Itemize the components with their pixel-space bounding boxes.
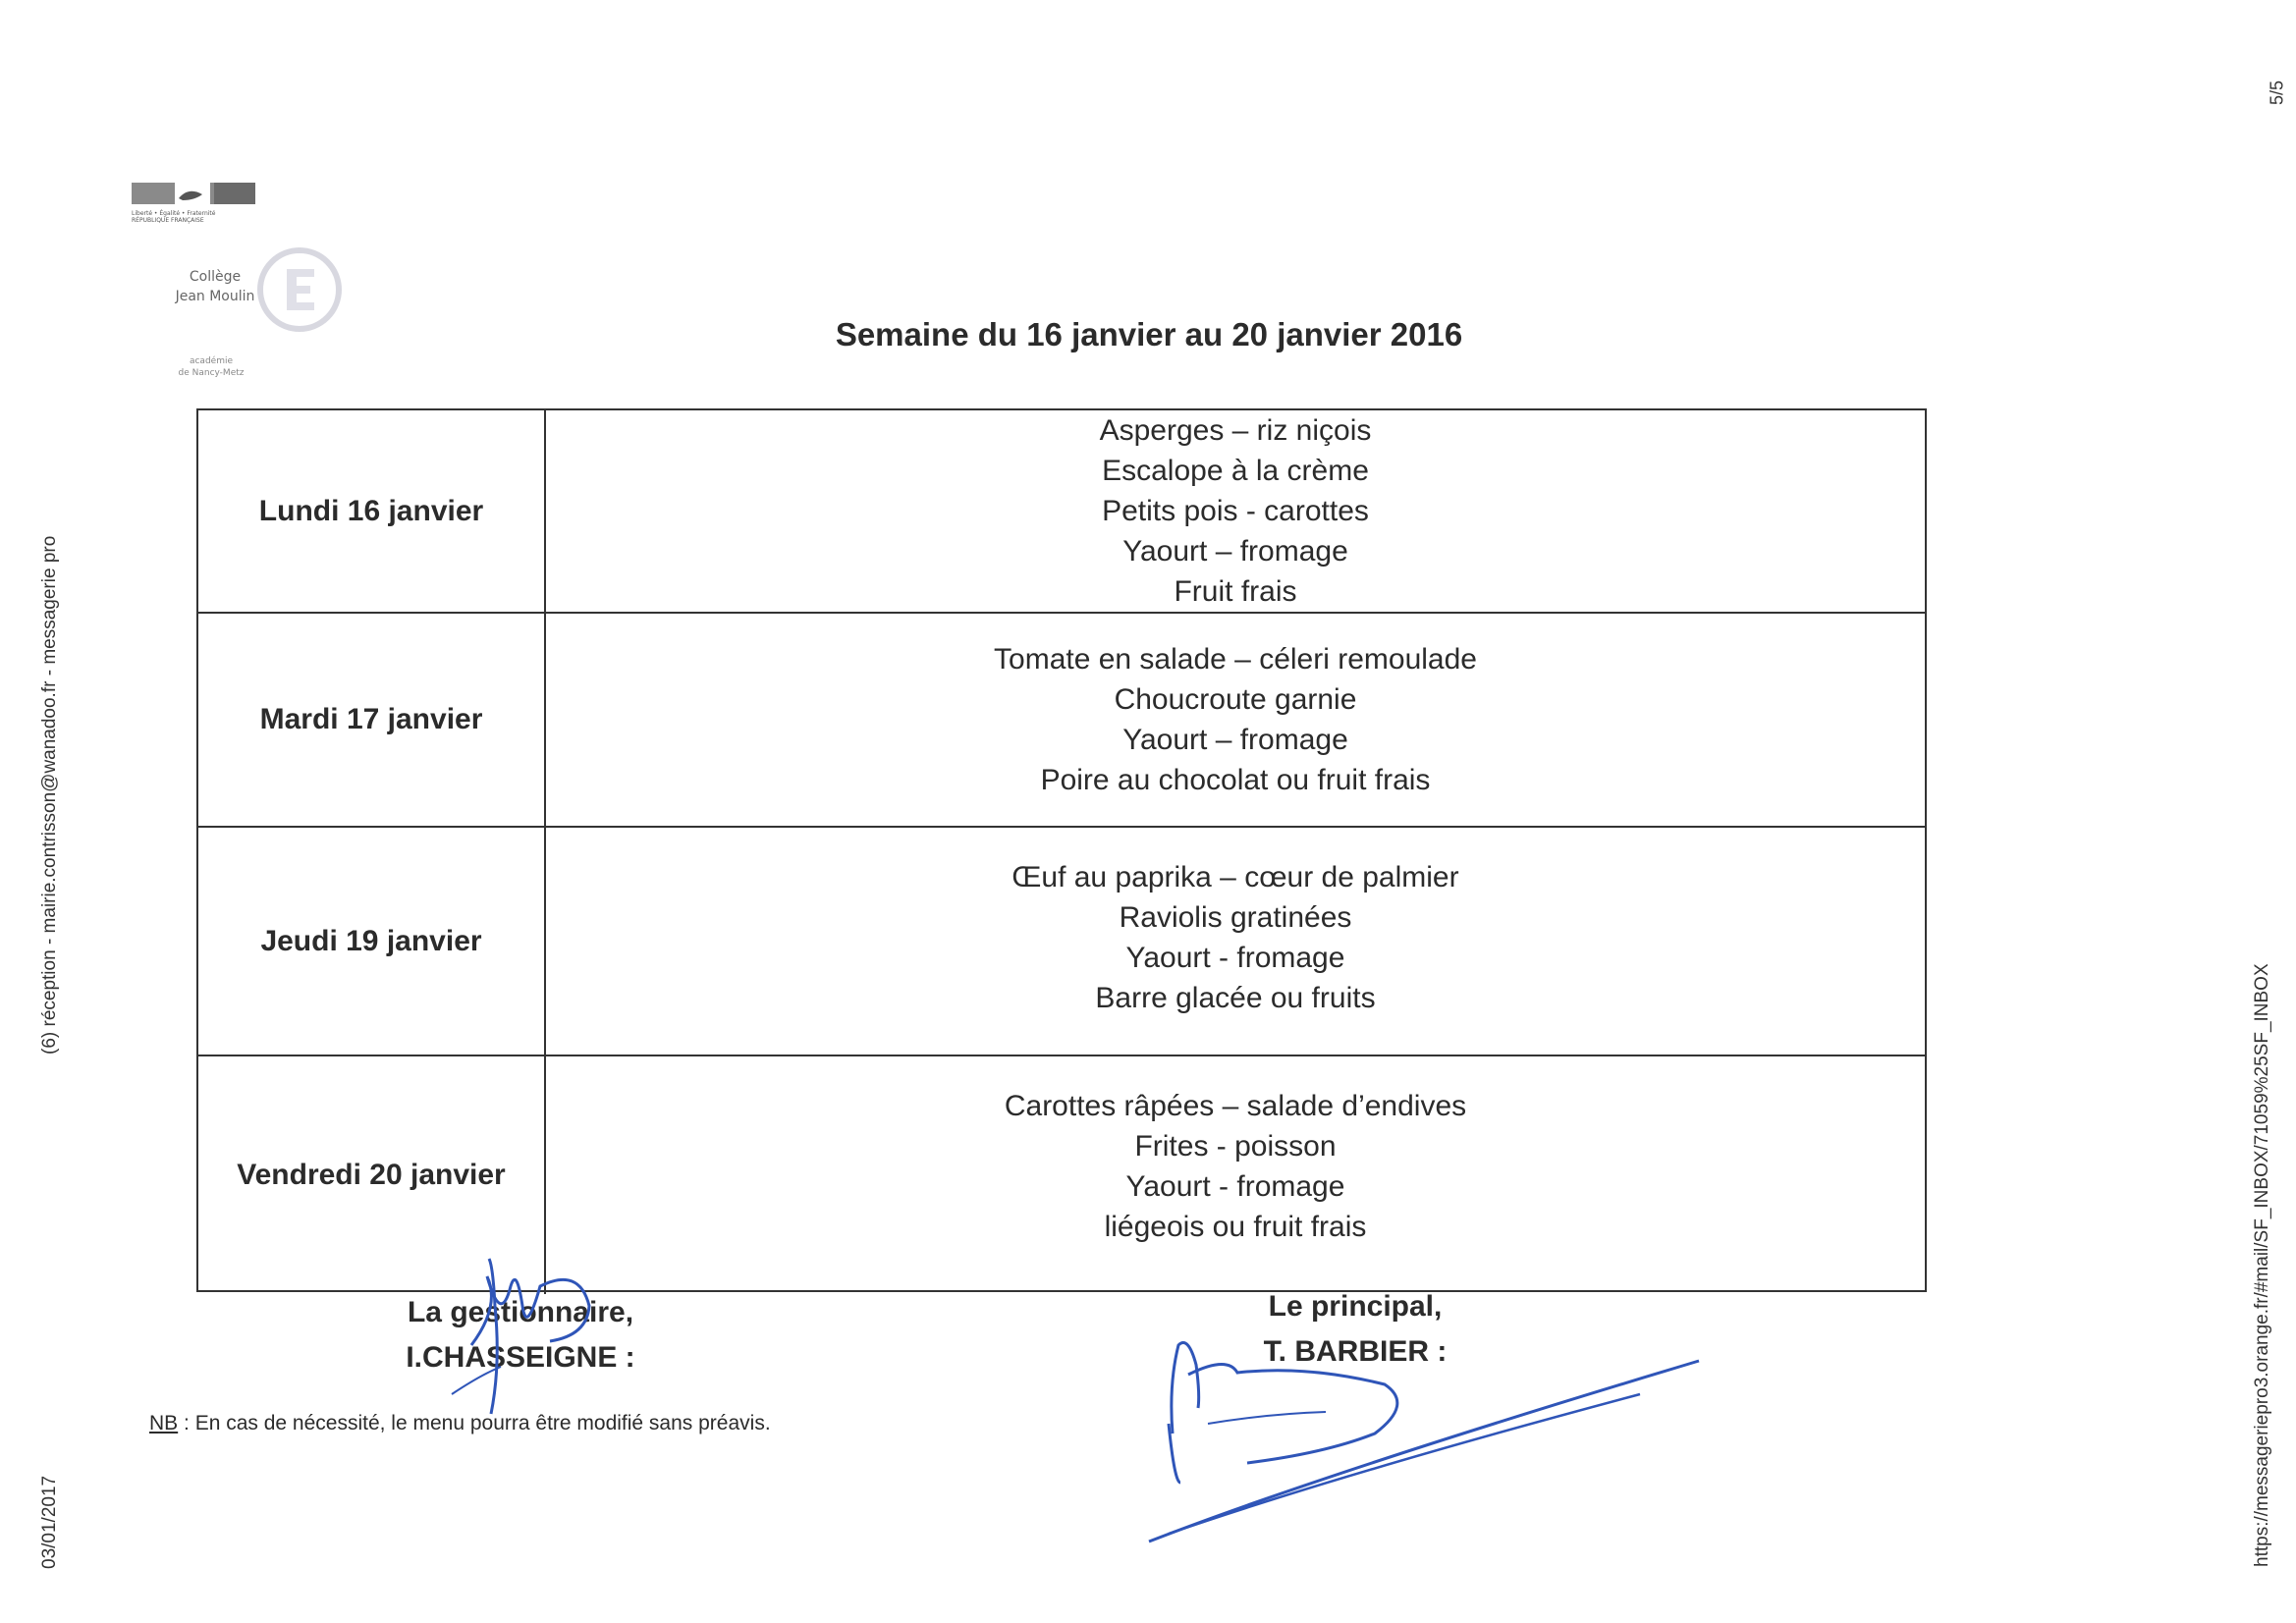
- note-text: : En cas de nécessité, le menu pourra être modifié sans préavis.: [178, 1412, 771, 1434]
- dishes-list: [546, 1056, 1925, 1294]
- source-url: https://messageriepro3.orange.fr/#mail/SF_INBOX/71059%25SF_INBOX: [2252, 963, 2272, 1567]
- dish-item: Tomate en salade – céleri remoulade: [994, 643, 1477, 676]
- dishes-list: [546, 410, 1925, 612]
- menu-row: [198, 410, 1925, 612]
- day-label: Vendredi 20 janvier: [198, 1056, 546, 1294]
- dish-item: Œuf au paprika – cœur de palmier: [1011, 861, 1459, 893]
- dish-item: liégeois ou fruit frais: [1104, 1211, 1367, 1243]
- logo-motto: Liberté • Égalité • Fraternité RÉPUBLIQUE FRANÇAISE: [132, 210, 216, 224]
- dish-item: Yaourt – fromage: [1122, 535, 1348, 568]
- dish-item: Raviolis gratinées: [1119, 901, 1352, 934]
- dish-item: Yaourt - fromage: [1125, 1170, 1345, 1203]
- dish-item: Barre glacée ou fruits: [1095, 982, 1376, 1014]
- dishes-list: [546, 614, 1925, 826]
- day-label: Jeudi 19 janvier: [198, 828, 546, 1055]
- dish-item: Escalope à la crème: [1102, 455, 1369, 487]
- fax-date: 03/01/2017: [39, 1475, 60, 1569]
- dish-item: Yaourt – fromage: [1122, 724, 1348, 756]
- school-logo: [126, 183, 361, 387]
- dish-item: Poire au chocolat ou fruit frais: [1040, 764, 1431, 796]
- page-count: 5/5: [2267, 80, 2287, 106]
- menu-note: [149, 1412, 771, 1435]
- manager-signature-label: La gestionnaire, I.CHASSEIGNE :: [406, 1296, 635, 1374]
- page-title: Semaine du 16 janvier au 20 janvier 2016: [835, 316, 1463, 352]
- menu-row: [198, 612, 1925, 826]
- dish-item: Frites - poisson: [1134, 1130, 1337, 1163]
- principal-signature-label: Le principal, T. BARBIER :: [1263, 1290, 1448, 1368]
- marianne-logo: [132, 183, 255, 206]
- menu-row: [198, 1055, 1925, 1294]
- dishes-list: [546, 828, 1925, 1055]
- dish-item: Petits pois - carottes: [1102, 495, 1369, 527]
- day-label: Lundi 16 janvier: [198, 410, 546, 612]
- dish-item: Yaourt - fromage: [1125, 942, 1345, 974]
- dish-item: Fruit frais: [1174, 575, 1297, 608]
- day-label: Mardi 17 janvier: [198, 614, 546, 826]
- college-name: Collège Jean Moulin: [175, 269, 255, 304]
- note-nb: NB: [149, 1412, 179, 1434]
- dish-item: Choucroute garnie: [1114, 683, 1357, 716]
- education-e-icon: [255, 245, 344, 334]
- dish-item: Asperges – riz niçois: [1099, 414, 1372, 447]
- dish-item: Carottes râpées – salade d’endives: [1004, 1090, 1467, 1122]
- menu-row: [198, 826, 1925, 1055]
- fax-header-text: (6) réception - mairie.contrisson@wanadoo.fr - messagerie pro: [39, 535, 60, 1055]
- menu-table: [196, 408, 1927, 1292]
- academy-name: académie de Nancy-Metz: [178, 356, 245, 378]
